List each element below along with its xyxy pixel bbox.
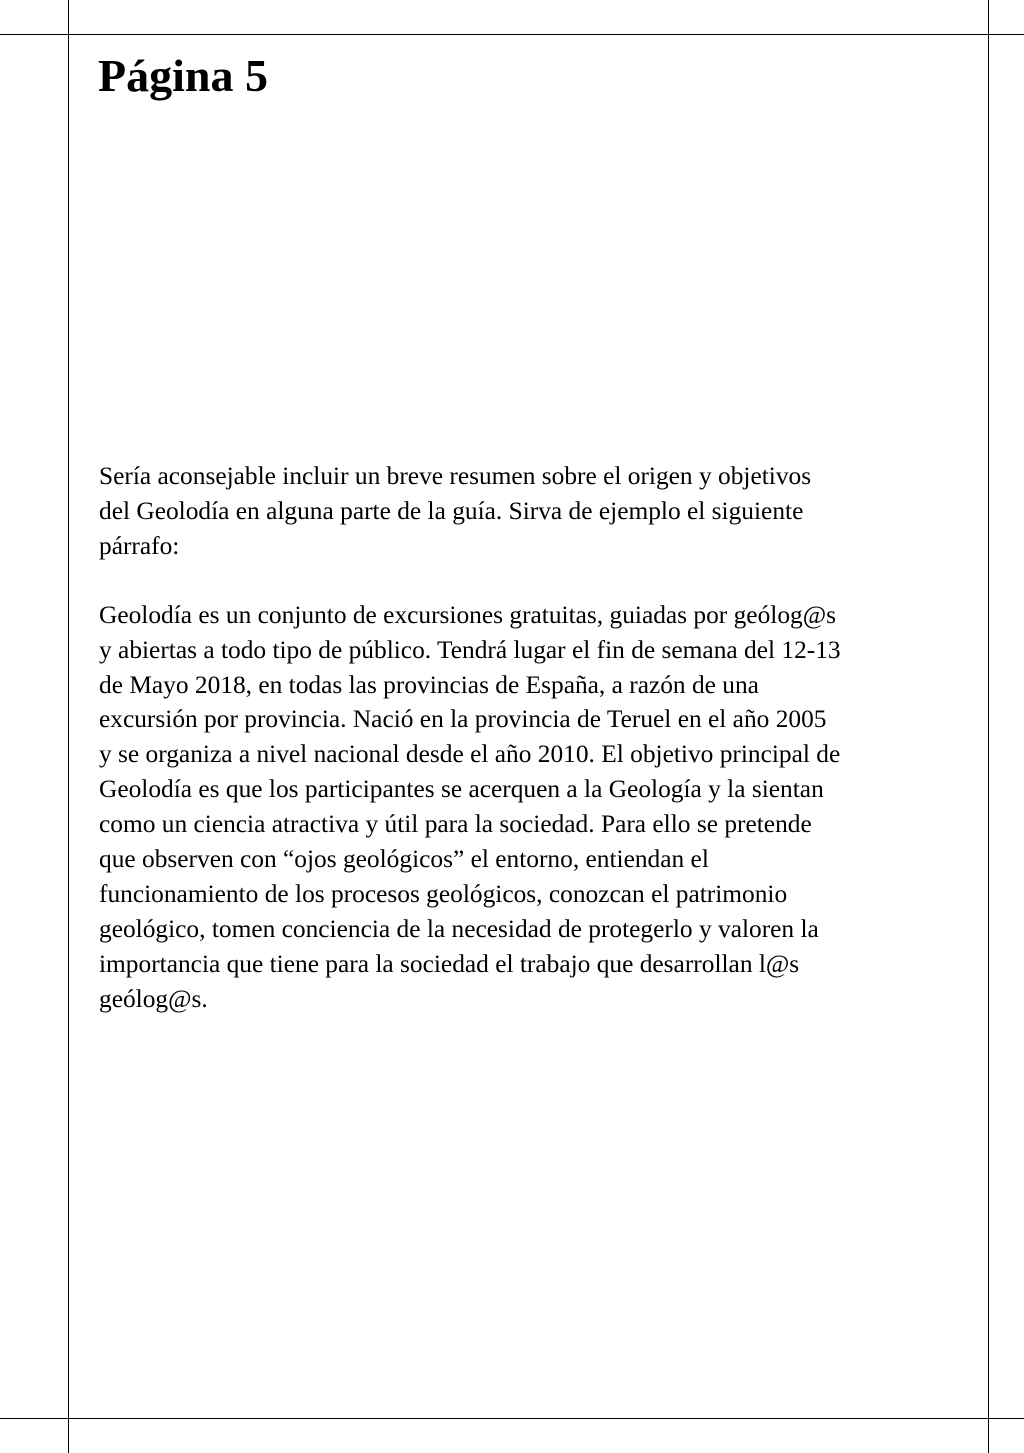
body-text bbox=[99, 459, 965, 1051]
text-line: geológico, tomen conciencia de la necesidad de protegerlo y valoren la bbox=[99, 914, 819, 943]
text-line: como un ciencia atractiva y útil para la sociedad. Para ello se pretende bbox=[99, 810, 812, 839]
geolodia-paragraph bbox=[99, 598, 965, 1017]
text-line: del Geolodía en alguna parte de la guía. Sirva de ejemplo el siguiente bbox=[99, 496, 804, 525]
text-line: Geolodía es un conjunto de excursiones gratuitas, guiadas por geólog@s bbox=[99, 600, 836, 629]
text-line: que observen con “ojos geológicos” el entorno, entiendan el bbox=[99, 845, 709, 874]
text-line: de Mayo 2018, en todas las provincias de España, a razón de una bbox=[99, 670, 759, 699]
text-line: párrafo: bbox=[99, 531, 180, 560]
text-line: funcionamiento de los procesos geológicos, conozcan el patrimonio bbox=[99, 879, 788, 908]
crop-mark-top bbox=[0, 34, 1024, 35]
text-line: geólog@s. bbox=[99, 984, 208, 1013]
text-line: y se organiza a nivel nacional desde el año 2010. El objetivo principal de bbox=[99, 740, 841, 769]
text-line: excursión por provincia. Nació en la provincia de Teruel en el año 2005 bbox=[99, 705, 827, 734]
crop-mark-bottom bbox=[0, 1418, 1024, 1419]
text-line: y abiertas a todo tipo de público. Tendrá lugar el fin de semana del 12-13 bbox=[99, 635, 841, 664]
text-line: Sería aconsejable incluir un breve resumen sobre el origen y objetivos bbox=[99, 462, 812, 490]
page-title: Página 5 bbox=[98, 50, 268, 101]
text-line: importancia que tiene para la sociedad el trabajo que desarrollan l@s bbox=[99, 949, 800, 978]
text-line: Geolodía es que los participantes se acerquen a la Geología y la sientan bbox=[99, 775, 824, 804]
intro-paragraph bbox=[99, 459, 965, 564]
crop-mark-right bbox=[988, 0, 989, 1453]
crop-mark-left bbox=[68, 0, 69, 1453]
